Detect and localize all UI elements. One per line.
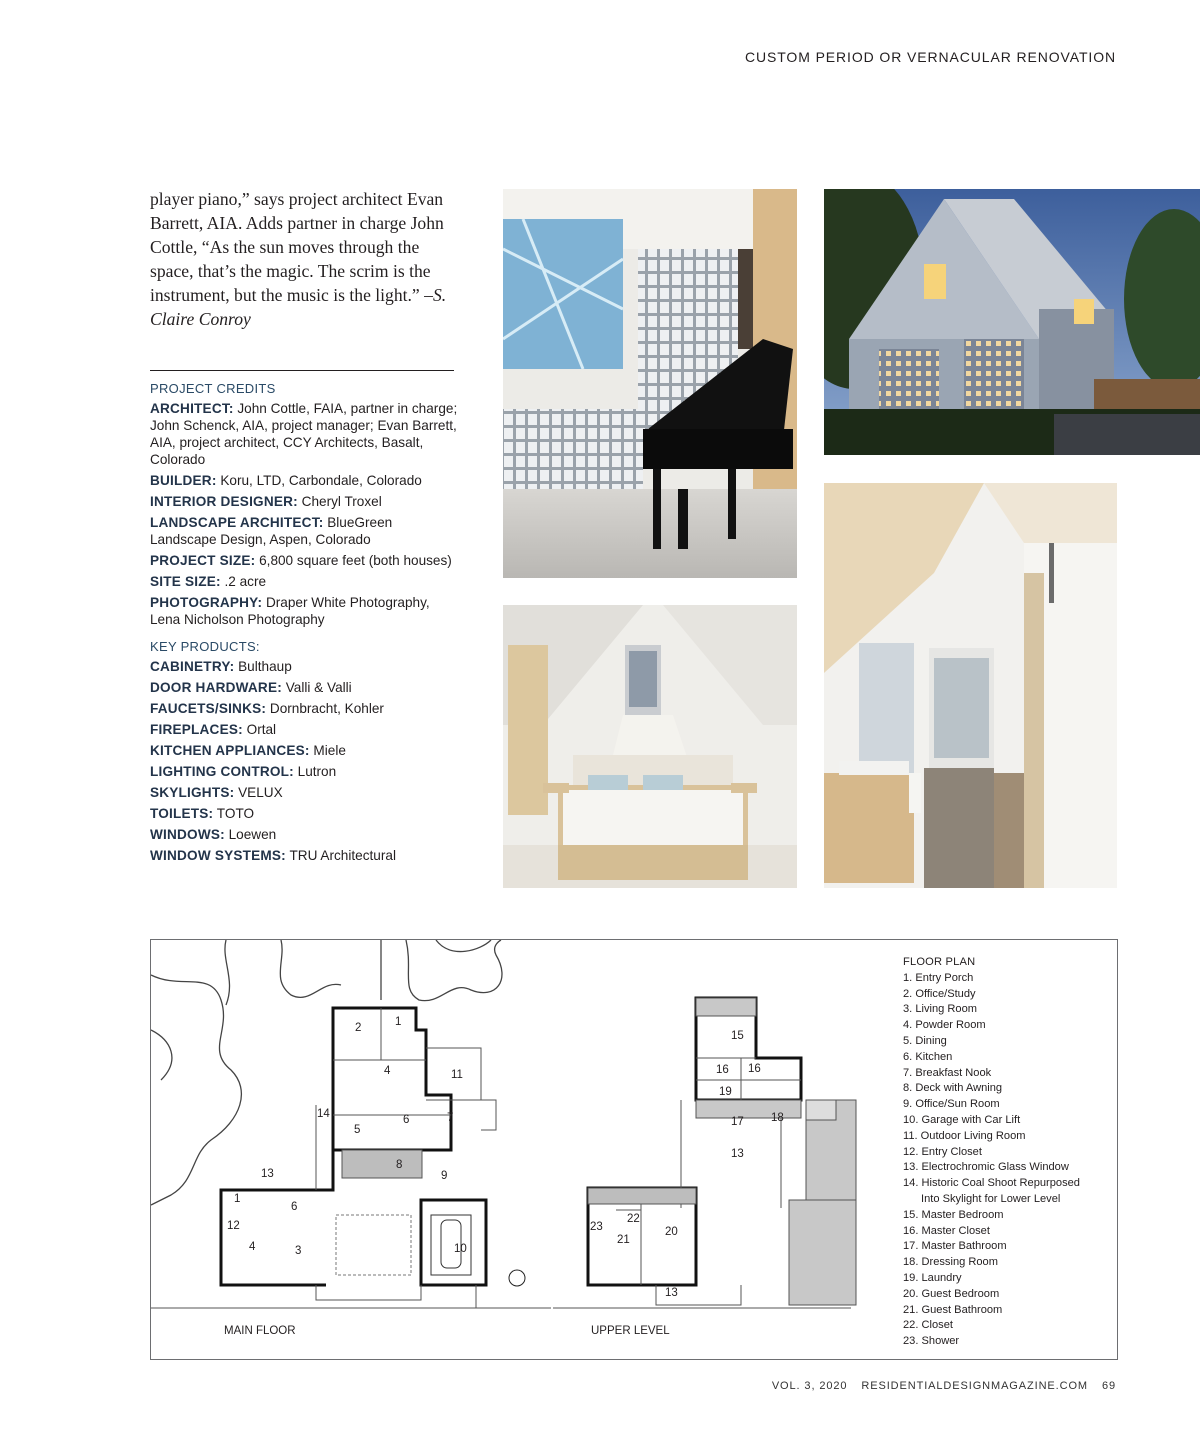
- quote-author: –S. Claire Conroy: [150, 285, 447, 329]
- plan-num: 20: [665, 1226, 678, 1238]
- legend-item: 18. Dressing Room: [903, 1256, 998, 1269]
- credits-list: [150, 400, 460, 628]
- credit-item: [150, 847, 460, 864]
- credit-value: TRU Architectural: [285, 848, 396, 863]
- credit-label: WINDOW SYSTEMS:: [150, 848, 286, 863]
- legend-item: 14. Historic Coal Shoot Repurposed: [903, 1177, 1080, 1190]
- plan-num: 18: [771, 1112, 784, 1124]
- quote-text: player piano,” says project architect Evan Barrett, AIA. Adds partner in charge John Cottle, “As the sun moves through the space, that’s the magic. The scrim is the instrument, but the music is the light.”: [150, 189, 444, 305]
- project-credits: [150, 380, 460, 868]
- credit-item: [150, 721, 460, 738]
- plan-num: 5: [354, 1124, 361, 1136]
- plan-num: 8: [396, 1159, 403, 1171]
- legend-item: 16. Master Closet: [903, 1224, 990, 1237]
- bedroom-image: [503, 605, 797, 888]
- credit-label: KITCHEN APPLIANCES:: [150, 743, 310, 758]
- legend-item: 4. Powder Room: [903, 1019, 986, 1032]
- credit-label: WINDOWS:: [150, 827, 225, 842]
- plan-num: 11: [451, 1069, 463, 1081]
- legend-item: 17. Master Bathroom: [903, 1240, 1007, 1253]
- plan-num: 13: [261, 1168, 274, 1180]
- credit-value: Loewen: [224, 827, 277, 842]
- legend-item: 5. Dining: [903, 1034, 947, 1047]
- plan-num: 3: [295, 1245, 302, 1257]
- credit-label: TOILETS:: [150, 806, 214, 821]
- plan-num: 1: [395, 1016, 402, 1028]
- legend-item: 13. Electrochromic Glass Window: [903, 1161, 1069, 1174]
- credit-label: LANDSCAPE ARCHITECT:: [150, 515, 324, 530]
- plan-num: 17: [731, 1116, 744, 1128]
- credit-label: PROJECT SIZE:: [150, 553, 256, 568]
- section-title: CUSTOM PERIOD OR VERNACULAR RENOVATION: [744, 49, 1116, 65]
- credit-value: Valli & Valli: [281, 680, 352, 695]
- credit-label: PHOTOGRAPHY:: [150, 595, 263, 610]
- credit-value: Lutron: [293, 764, 337, 779]
- credit-item: [150, 805, 460, 822]
- credit-item: [150, 658, 460, 675]
- plan-num: 2: [355, 1022, 362, 1034]
- plan-num: 21: [617, 1234, 630, 1246]
- plan-num: 10: [454, 1243, 467, 1255]
- legend-item: 8. Deck with Awning: [903, 1082, 1003, 1095]
- plan-num: 1: [234, 1193, 241, 1205]
- hallway-image: [824, 483, 1117, 888]
- credit-label: FAUCETS/SINKS:: [150, 701, 267, 716]
- legend-item: 3. Living Room: [903, 1003, 977, 1016]
- credit-label: CABINETRY:: [150, 659, 235, 674]
- credit-item: [150, 514, 460, 548]
- legend-item: 6. Kitchen: [903, 1050, 953, 1063]
- plan-num: 6: [403, 1114, 410, 1126]
- credit-value: .2 acre: [220, 574, 267, 589]
- credit-item: [150, 784, 460, 801]
- credit-label: LIGHTING CONTROL:: [150, 764, 294, 779]
- products-list: [150, 658, 460, 864]
- legend-item: 1. Entry Porch: [903, 971, 974, 984]
- plan-num: 9: [441, 1170, 448, 1182]
- article-quote: [150, 187, 460, 331]
- credit-label: FIREPLACES:: [150, 722, 243, 737]
- legend-item: 23. Shower: [903, 1335, 960, 1348]
- credit-value: TOTO: [213, 806, 255, 821]
- credit-label: DOOR HARDWARE:: [150, 680, 282, 695]
- credit-value: Draper White Photography, Lena Nicholson Photography: [150, 595, 430, 627]
- credit-item: [150, 763, 460, 780]
- exterior-image: [824, 189, 1200, 455]
- photo-exterior-dusk: [824, 189, 1200, 455]
- legend-item: 10. Garage with Car Lift: [903, 1113, 1021, 1126]
- plan-num: 13: [665, 1287, 678, 1299]
- credit-value: 6,800 square feet (both houses): [255, 553, 452, 568]
- credit-label: INTERIOR DESIGNER:: [150, 494, 298, 509]
- credit-value: Koru, LTD, Carbondale, Colorado: [216, 473, 422, 488]
- plan-num: 22: [627, 1213, 640, 1225]
- credit-label: ARCHITECT:: [150, 401, 234, 416]
- plan-num: 13: [731, 1148, 744, 1160]
- credit-item: [150, 826, 460, 843]
- credit-item: [150, 679, 460, 696]
- footer-volume: VOL. 3, 2020: [771, 1380, 848, 1392]
- upper-level-label: UPPER LEVEL: [591, 1325, 670, 1337]
- legend-list: [903, 971, 1080, 1350]
- plan-num: 12: [227, 1220, 240, 1232]
- plan-num: 15: [731, 1030, 744, 1042]
- plan-num: 6: [291, 1201, 298, 1213]
- credit-item: [150, 594, 460, 628]
- legend-item: 19. Laundry: [903, 1271, 962, 1284]
- main-floor-label: MAIN FLOOR: [224, 1325, 296, 1337]
- credit-item: [150, 573, 460, 590]
- plan-num: 4: [249, 1241, 256, 1253]
- credit-label: BUILDER:: [150, 473, 217, 488]
- legend-item: 2. Office/Study: [903, 987, 976, 1000]
- credit-value: Bulthaup: [234, 659, 292, 674]
- credit-item: [150, 493, 460, 510]
- legend-item: 15. Master Bedroom: [903, 1208, 1004, 1221]
- credits-heading: PROJECT CREDITS: [150, 381, 276, 396]
- page-number: 69: [1101, 1380, 1116, 1392]
- legend-item: 12. Entry Closet: [903, 1145, 982, 1158]
- legend-item: 7. Breakfast Nook: [903, 1066, 992, 1079]
- credit-value: Miele: [309, 743, 346, 758]
- credit-label: SITE SIZE:: [150, 574, 221, 589]
- credit-value: Ortal: [242, 722, 277, 737]
- plan-num: 4: [384, 1065, 391, 1077]
- credit-value: John Cottle, FAIA, partner in charge; John Schenck, AIA, project manager; Evan Barrett, AIA, project architect, CCY Architects, Basalt, Colorado: [150, 401, 458, 467]
- plan-num: 16: [716, 1064, 729, 1076]
- legend-title: FLOOR PLAN: [903, 956, 976, 968]
- page-footer: [762, 1380, 1116, 1392]
- plan-num: 7: [447, 1112, 454, 1124]
- legend-item: 9. Office/Sun Room: [903, 1098, 1000, 1111]
- legend-item: 11. Outdoor Living Room: [903, 1129, 1026, 1142]
- legend-item: 20. Guest Bedroom: [903, 1287, 1000, 1300]
- floor-plan-legend: [903, 955, 1080, 1350]
- credit-value: Dornbracht, Kohler: [266, 701, 384, 716]
- products-heading: KEY PRODUCTS:: [150, 639, 260, 654]
- credit-item: [150, 472, 460, 489]
- plan-num: 23: [590, 1221, 603, 1233]
- legend-item: 21. Guest Bathroom: [903, 1303, 1003, 1316]
- credit-item: [150, 742, 460, 759]
- credit-item: [150, 700, 460, 717]
- photo-hallway-bath: [824, 483, 1117, 888]
- credit-value: VELUX: [234, 785, 283, 800]
- piano-room-image: [503, 189, 797, 578]
- plan-num: 19: [719, 1086, 732, 1098]
- credit-value: Cheryl Troxel: [297, 494, 382, 509]
- photo-piano-room: [503, 189, 797, 578]
- divider: [150, 370, 454, 371]
- legend-item: 22. Closet: [903, 1319, 953, 1332]
- legend-item: Into Skylight for Lower Level: [921, 1192, 1061, 1205]
- footer-site: RESIDENTIALDESIGNMAGAZINE.COM: [861, 1380, 1088, 1392]
- credit-item: [150, 400, 460, 468]
- photo-bedroom: [503, 605, 797, 888]
- plan-num: 16: [748, 1063, 761, 1075]
- credit-value: BlueGreen Landscape Design, Aspen, Colorado: [150, 515, 393, 547]
- credit-label: SKYLIGHTS:: [150, 785, 235, 800]
- plan-num: 14: [317, 1108, 330, 1120]
- credit-item: [150, 552, 460, 569]
